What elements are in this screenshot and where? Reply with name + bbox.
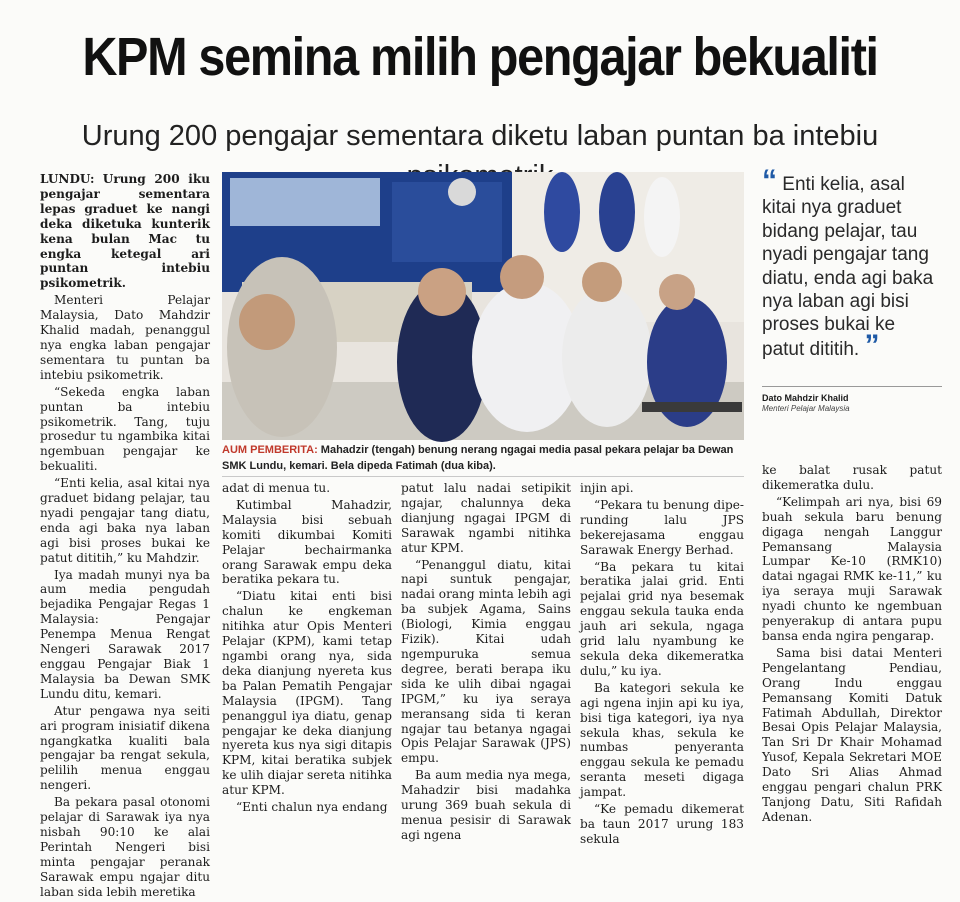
paragraph: Menteri Pelajar Malaysia, Dato Mahdzir Khalid madah, penanggul nya engka laban pengajar sementara tu puntan ba intebiu psikometrik. — [40, 293, 210, 382]
caption-tag: AUM PEMBERITA: — [222, 444, 318, 456]
article-column-5 — [762, 463, 942, 827]
paragraph: “Diatu kitai enti bisi chalun ke engkeman nitihka atur Opis Menteri Pelajar (KPM), kami tetap ngambi orang nya, sida deka dianjung nyereta kus ba Palan Pematih Pengajar Malaysia (IPGM). Tang penanggul iya diatu, genap pengajar ke deka dianjung nyereta kus nya sigi ditapis KPM, kitai beratika subjek ke ulih diajar sereta nitihka atur KPM. — [222, 589, 392, 798]
attribution-name: Dato Mahdzir Khalid — [762, 393, 849, 403]
paragraph: “Penanggul diatu, kitai napi suntuk pengajar, nadai orang minta lebih agi ba subjek Agama, Sains (Biologi, Kimia enggau Fizik). Kitai udah ngempuruka semua degree, berati berapa iku sida ke ulih dibai ngagai IPGM,” ku iya seraya meransang sida ti keran ngajar tau betanya ngagai Opis Pelajar Sarawak (JPS) empu. — [401, 557, 571, 766]
pull-quote-text: Enti kelia, asal kitai nya graduet bidang pelajar, tau nyadi pengajar tang diatu, enda agi baka nya laban agi bisi proses bukai ke patut dititih. — [762, 174, 934, 360]
subheadline: Urung 200 pengajar sementara diketu laban puntan ba intebiu — [81, 120, 879, 152]
paragraph: Sama bisi datai Menteri Pengelantang Pendiau, Orang Indu enggau Pemansang Komiti Datuk Fatimah Abdullah, Direktor Besai Opis Pelajar Malaysia, Tan Sri Dr Khair Mohamad Yusof, Kepala Sekretari MOE Dato Sri Alias Ahmad enggau pengari chalun PRK Tanjong Datu, Siti Rafidah Adenan. — [762, 645, 942, 824]
close-quote-icon: ” — [864, 328, 880, 362]
lead-text: Urung 200 iku pengajar sementara lepas graduet ke nangi deka diketuka kunterik kena bulan Mac tu engka ketegal ari puntan intebiu psikometrik. — [40, 172, 210, 291]
paragraph: “Ke pemadu dikemerat ba taun 2017 urung 183 sekula — [580, 802, 744, 846]
paragraph: adat di menua tu. — [222, 481, 331, 495]
paragraph: patut lalu nadai setipikit ngajar, chalunnya deka dianjung ngagai IPGM di Sarawak ngambi nitihka atur KPM. — [401, 481, 571, 555]
paragraph: Iya madah munyi nya ba aum media pengudah bejadika Pengajar Regas 1 Malaysia: Pengajar Penempa Menua Rengat Nengeri Sarawak 2017 enggau Pengajar Biak 1 Malaysia ba Dewan SMK Lundu ditu, kemari. — [40, 567, 210, 701]
dateline: LUNDU: — [40, 172, 95, 186]
paragraph: “Ba pekara tu kitai beratika jalai grid. Enti pejalai grid nya besemak enggau sekula tauka enda jauh ari sekula, ngaga grid lalu nyambung ke sekula deka dikemeratka dulu,” ku iya. — [580, 559, 744, 678]
paragraph: “Pekara tu benung dipe-runding lalu JPS bekerejasama enggau Sarawak Energy Berhad. — [580, 497, 744, 557]
photo-caption — [222, 442, 744, 474]
pull-quote — [762, 164, 942, 362]
article-column-2 — [222, 481, 392, 817]
paragraph: “Enti chalun nya endang — [236, 800, 388, 815]
article-column-4 — [580, 481, 744, 849]
open-quote-icon: “ — [762, 164, 777, 197]
caption-divider — [222, 476, 744, 477]
paragraph: Kutimbal Mahadzir, Malaysia bisi sebuah komiti dikumbai Komiti Pelajar bechairmanka orang Sarawak empu deka beratika pekara tu. — [222, 497, 392, 587]
attribution-title: Menteri Pelajar Malaysia — [762, 404, 850, 413]
paragraph: Ba aum media nya mega, Mahadzir bisi madahka urung 369 buah sekula di menua pesisir di Sarawak agi ngena — [401, 768, 571, 842]
attribution-divider — [762, 386, 942, 387]
paragraph: Ba kategori sekula ke agi ngena injin api ku iya, bisi tiga kategori, iya nya sekula khas, sekula ke numbas penyeranta enggau sekula ke pemadu seranta meseti digaga jampat. — [580, 680, 744, 800]
paragraph: “Sekeda engka laban puntan ba intebiu psikometrik. Tang, tuju prosedur tu ngambika kitai ngembuan pengajar ke bekualiti. — [40, 384, 210, 474]
press-conference-photo — [222, 172, 744, 440]
photo-illustration — [222, 172, 744, 440]
caption-text: Mahadzir (tengah) benung nerang ngagai media pasal pekara pelajar ba Dewan SMK Lundu, kemari. Bela dipeda Fatimah (dua kiba). — [222, 444, 734, 472]
article-column-1 — [40, 172, 210, 902]
paragraph: ke balat rusak patut dikemeratka dulu. — [762, 463, 942, 492]
headline: KPM semina milih pengajar bekualiti — [82, 27, 878, 87]
paragraph: Ba pekara pasal otonomi pelajar di Sarawak iya nya nisbah 90:10 ke alai Perintah Nengeri bisi minta pengajar peranak Sarawak empu ngajar ditu laban sida lebih meretika — [40, 795, 210, 899]
paragraph: “Enti kelia, asal kitai nya graduet bidang pelajar, tau nyadi pengajar tang diatu, enda agi baka nya laban agi bisi proses bukai ke patut dititih,” ku Mahdzir. — [40, 476, 210, 565]
article-column-3 — [401, 481, 571, 845]
paragraph: “Kelimpah ari nya, bisi 69 buah sekula baru benung digaga nengah Langgur Pemansang Malaysia Lumpar Ke-10 (RMK10) datai ngagai RMK ke-11,” ku iya seraya muji Sarawak nyadi chunto ke ngembuan penyerakup di antara pupu bansa enda ngira pengarap. — [762, 494, 942, 643]
paragraph — [40, 172, 210, 291]
paragraph: injin api. — [580, 481, 634, 495]
paragraph: Atur pengawa nya seiti ari program inisiatif dikena ngangkatka kualiti bala pengajar ba rengat sekula, pelilih menua enggau nengeri. — [40, 703, 210, 793]
